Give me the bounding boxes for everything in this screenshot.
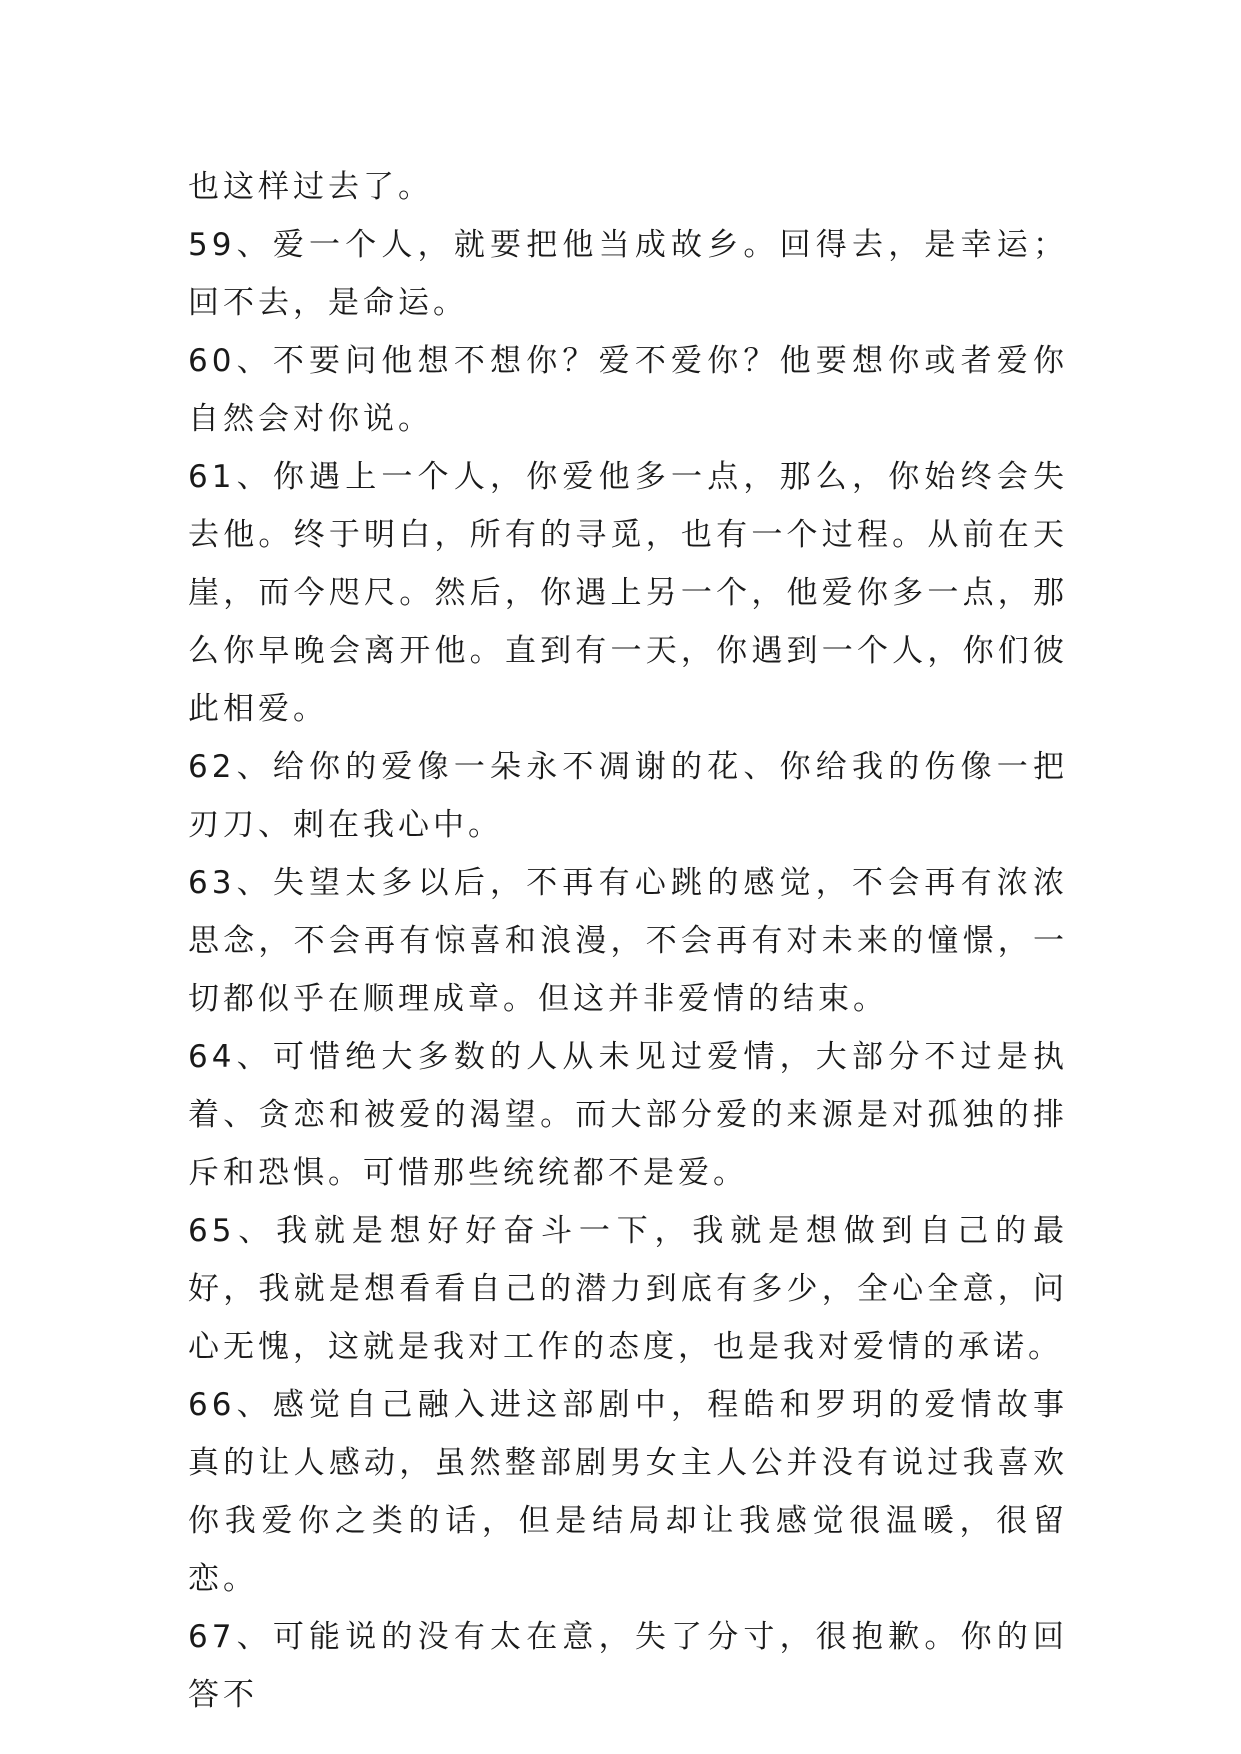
body-text	[188, 158, 1068, 1724]
paragraph-64: 64、可惜绝大多数的人从未见过爱情，大部分不过是执着、贪恋和被爱的渴望。而大部分爱的来源是对孤独的排斥和恐惧。可惜那些统统都不是爱。	[188, 1039, 1068, 1191]
paragraph-61: 61、你遇上一个人，你爱他多一点，那么，你始终会失去他。终于明白，所有的寻觅，也有一个过程。从前在天崖，而今咫尺。然后，你遇上另一个，他爱你多一点，那么你早晚会离开他。直到有一天，你遇到一个人，你们彼此相爱。	[188, 459, 1068, 727]
paragraph-67: 67、可能说的没有太在意，失了分寸，很抱歉。你的回答不	[188, 1619, 1068, 1713]
paragraph-continuation: 也这样过去了。	[188, 169, 433, 205]
paragraph-65: 65、我就是想好好奋斗一下，我就是想做到自己的最好，我就是想看看自己的潜力到底有多少，全心全意，问心无愧，这就是我对工作的态度，也是我对爱情的承诺。	[188, 1213, 1068, 1365]
paragraph-66: 66、感觉自己融入进这部剧中，程皓和罗玥的爱情故事真的让人感动，虽然整部剧男女主人公并没有说过我喜欢你我爱你之类的话，但是结局却让我感觉很温暖，很留恋。	[188, 1387, 1068, 1597]
paragraph-63: 63、失望太多以后，不再有心跳的感觉，不会再有浓浓思念，不会再有惊喜和浪漫，不会再有对未来的憧憬，一切都似乎在顺理成章。但这并非爱情的结束。	[188, 865, 1068, 1017]
paragraph-60: 60、不要问他想不想你？爱不爱你？他要想你或者爱你自然会对你说。	[188, 343, 1068, 437]
paragraph-59: 59、爱一个人，就要把他当成故乡。回得去，是幸运；回不去，是命运。	[188, 227, 1068, 321]
paragraph-62: 62、给你的爱像一朵永不凋谢的花、你给我的伤像一把刃刀、刺在我心中。	[188, 749, 1068, 843]
